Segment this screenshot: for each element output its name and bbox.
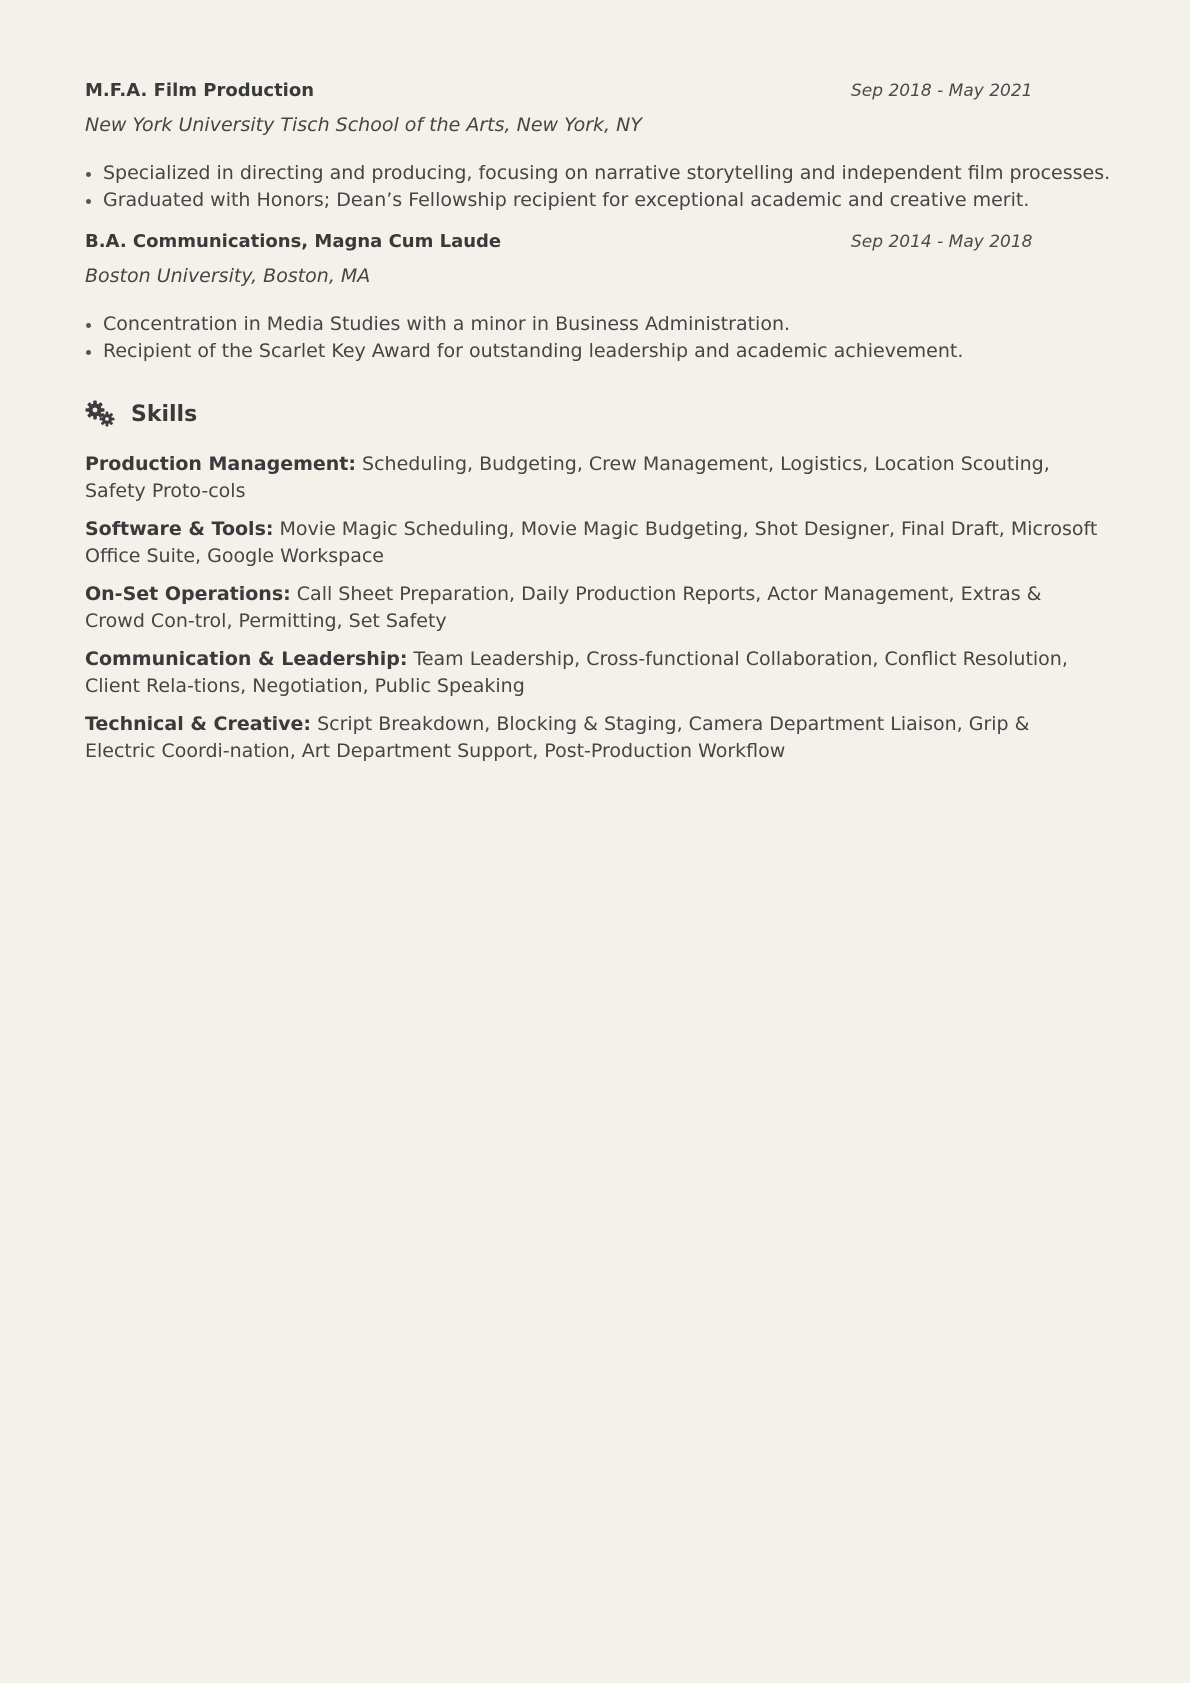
skill-label: Technical & Creative: xyxy=(85,713,312,735)
skills-heading xyxy=(85,400,197,428)
degree-title: B.A. Communications, Magna Cum Laude xyxy=(85,231,502,252)
bullet-dot xyxy=(86,350,91,355)
bullet-text: Recipient of the Scarlet Key Award for outstanding leadership and academic achievement. xyxy=(103,340,964,362)
skill-row xyxy=(85,646,1105,700)
skill-label: Software & Tools: xyxy=(85,518,274,540)
skill-text: Scheduling, Budgeting, Crew Management, Logistics, Location Scouting, Safety Proto-cols xyxy=(85,453,1050,502)
bullet-item xyxy=(85,160,1110,187)
skill-row xyxy=(85,516,1105,570)
skill-text: Movie Magic Scheduling, Movie Magic Budgeting, Shot Designer, Final Draft, Microsoft Office Suite, Google Workspace xyxy=(85,518,1098,567)
bullet-item xyxy=(85,311,963,338)
degree-dates: Sep 2014 - May 2018 xyxy=(851,232,1033,252)
skill-text: Script Breakdown, Blocking & Staging, Camera Department Liaison, Grip & Electric Coordi-nation, Art Department Support, Post-Production Workflow xyxy=(85,713,1030,762)
skill-label: Communication & Leadership: xyxy=(85,648,408,670)
skill-label: On-Set Operations: xyxy=(85,583,291,605)
education-bullets xyxy=(85,311,963,365)
bullet-item xyxy=(85,338,963,365)
bullet-text: Graduated with Honors; Dean’s Fellowship recipient for exceptional academic and creative merit. xyxy=(103,189,1030,211)
bullet-dot xyxy=(86,323,91,328)
skill-row xyxy=(85,581,1105,635)
degree-dates: Sep 2018 - May 2021 xyxy=(851,81,1033,101)
skill-text: Team Leadership, Cross-functional Collaboration, Conflict Resolution, Client Rela-tions, Negotiation, Public Speaking xyxy=(85,648,1068,697)
section-title: Skills xyxy=(131,401,198,427)
skill-row xyxy=(85,711,1105,765)
skill-label: Production Management: xyxy=(85,453,356,475)
school-name: New York University Tisch School of the Arts, New York, NY xyxy=(85,114,642,136)
bullet-dot xyxy=(86,199,91,204)
education-bullets xyxy=(85,160,1110,214)
skill-row xyxy=(85,451,1105,505)
school-name: Boston University, Boston, MA xyxy=(85,265,371,287)
degree-title: M.F.A. Film Production xyxy=(85,80,315,101)
bullet-dot xyxy=(86,172,91,177)
bullet-text: Concentration in Media Studies with a minor in Business Administration. xyxy=(103,313,791,335)
bullet-text: Specialized in directing and producing, focusing on narrative storytelling and independent film processes. xyxy=(103,162,1111,184)
bullet-item xyxy=(85,187,1110,214)
skill-text: Call Sheet Preparation, Daily Production Reports, Actor Management, Extras & Crowd Con-trol, Permitting, Set Safety xyxy=(85,583,1042,632)
gears-icon xyxy=(85,400,117,428)
